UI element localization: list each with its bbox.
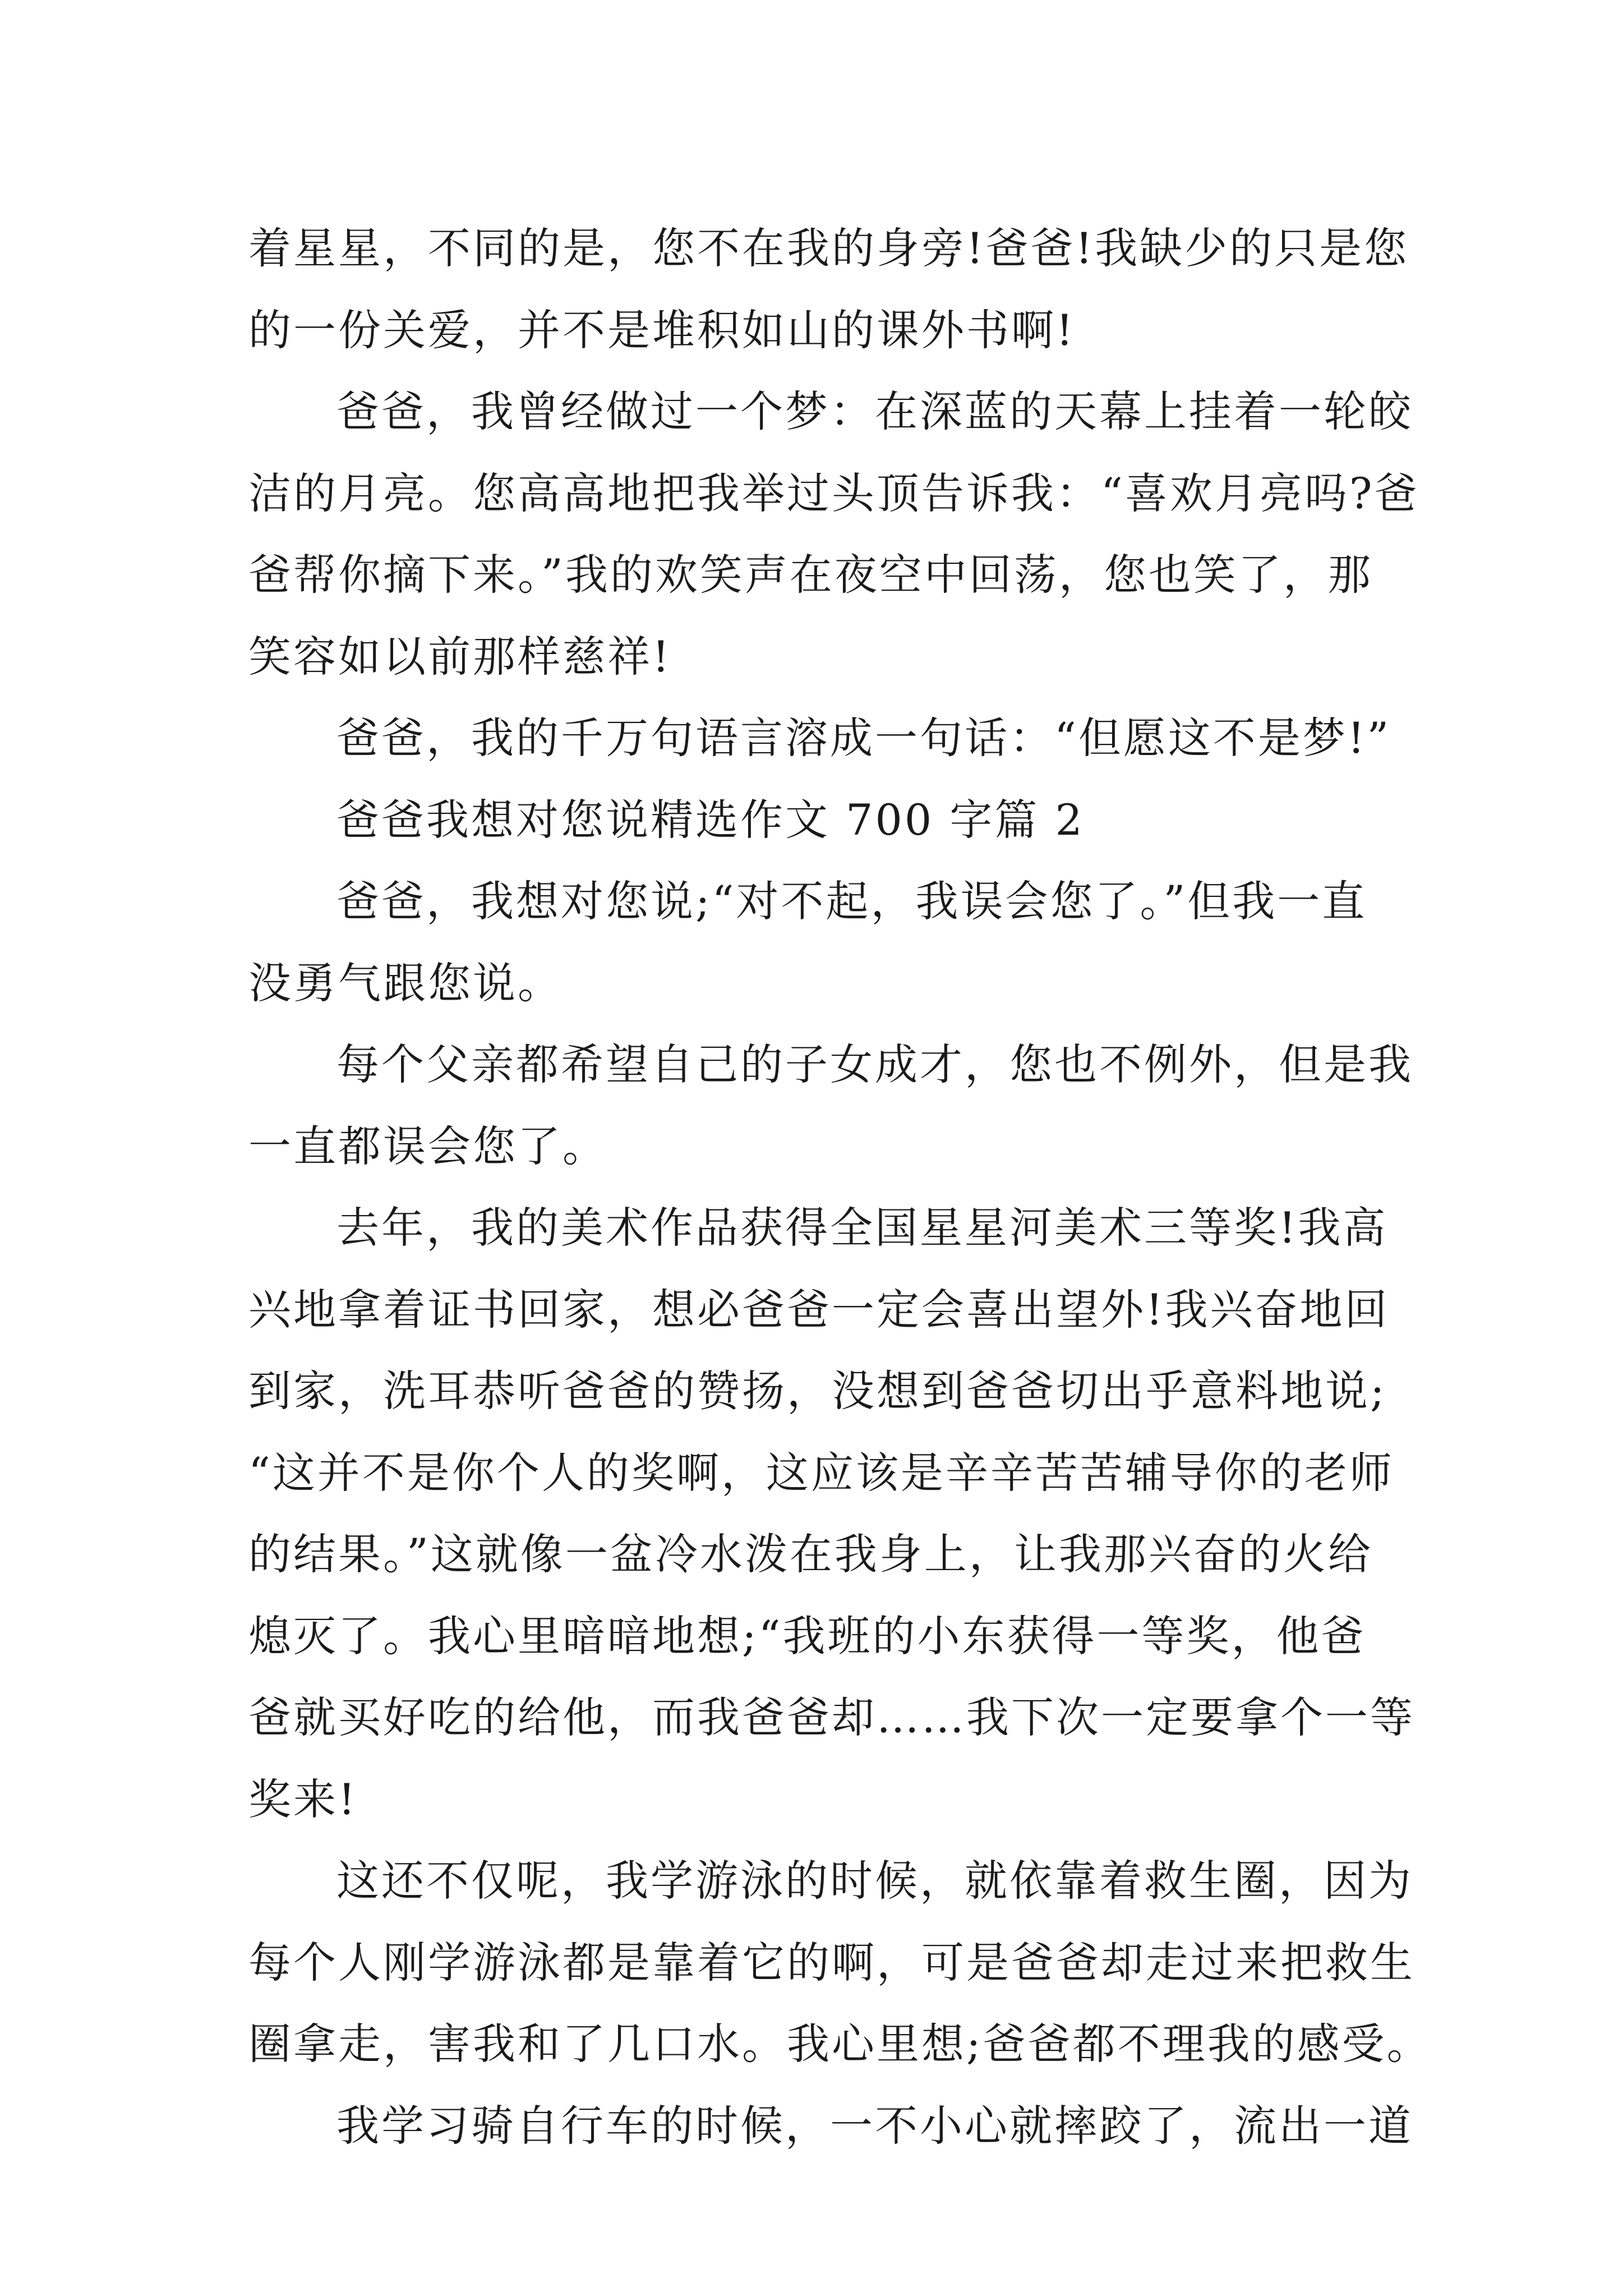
section-heading: 爸爸我想对您说精选作文 700 字篇 2 — [336, 794, 1085, 845]
text-line: 每个人刚学游泳都是靠着它的啊，可是爸爸却走过来把救生 — [248, 1937, 1415, 1987]
text-line: 奖来! — [248, 1774, 358, 1824]
text-line: 一直都误会您了。 — [248, 1121, 607, 1171]
document-body — [248, 208, 1432, 2166]
text-line: 这还不仅呢，我学游泳的时候，就依靠着救生圈，因为 — [336, 1856, 1413, 1906]
text-line: 每个父亲都希望自己的子女成才，您也不例外，但是我 — [336, 1039, 1413, 1089]
text-line: 的一份关爱，并不是堆积如山的课外书啊! — [248, 305, 1076, 355]
text-line: 爸爸，我想对您说;“对不起，我误会您了。”但我一直 — [336, 876, 1367, 926]
text-line: “这并不是你个人的奖啊，这应该是辛辛苦苦辅导你的老师 — [248, 1447, 1394, 1498]
text-line: 的结果。”这就像一盆冷水泼在我身上，让我那兴奋的火给 — [248, 1529, 1373, 1579]
text-line: 洁的月亮。您高高地把我举过头顶告诉我：“喜欢月亮吗?爸 — [248, 468, 1419, 518]
text-line: 我学习骑自行车的时候，一不小心就摔跤了，流出一道 — [336, 2100, 1413, 2151]
text-line: 没勇气跟您说。 — [248, 958, 562, 1008]
text-line: 圈拿走，害我和了几口水。我心里想;爸爸都不理我的感受。 — [248, 2019, 1432, 2069]
text-line: 熄灭了。我心里暗暗地想;“我班的小东获得一等奖，他爸 — [248, 1611, 1366, 1661]
text-line: 兴地拿着证书回家，想必爸爸一定会喜出望外!我兴奋地回 — [248, 1284, 1390, 1335]
text-line: 笑容如以前那样慈祥! — [248, 631, 672, 682]
text-line: 到家，洗耳恭听爸爸的赞扬，没想到爸爸切出乎意料地说; — [248, 1366, 1387, 1416]
text-line: 爸就买好吃的给他，而我爸爸却……我下次一定要拿个一等 — [248, 1692, 1415, 1742]
text-line: 着星星，不同的是，您不在我的身旁!爸爸!我缺少的只是您 — [248, 223, 1409, 273]
text-line: 爸爸，我曾经做过一个梦：在深蓝的天幕上挂着一轮皎 — [336, 386, 1413, 436]
text-line: 爸爸，我的千万句语言溶成一句话：“但愿这不是梦!” — [336, 713, 1391, 763]
text-line: 爸帮你摘下来。”我的欢笑声在夜空中回荡，您也笑了，那 — [248, 550, 1373, 600]
text-line: 去年，我的美术作品获得全国星星河美术三等奖!我高 — [336, 1203, 1388, 1253]
